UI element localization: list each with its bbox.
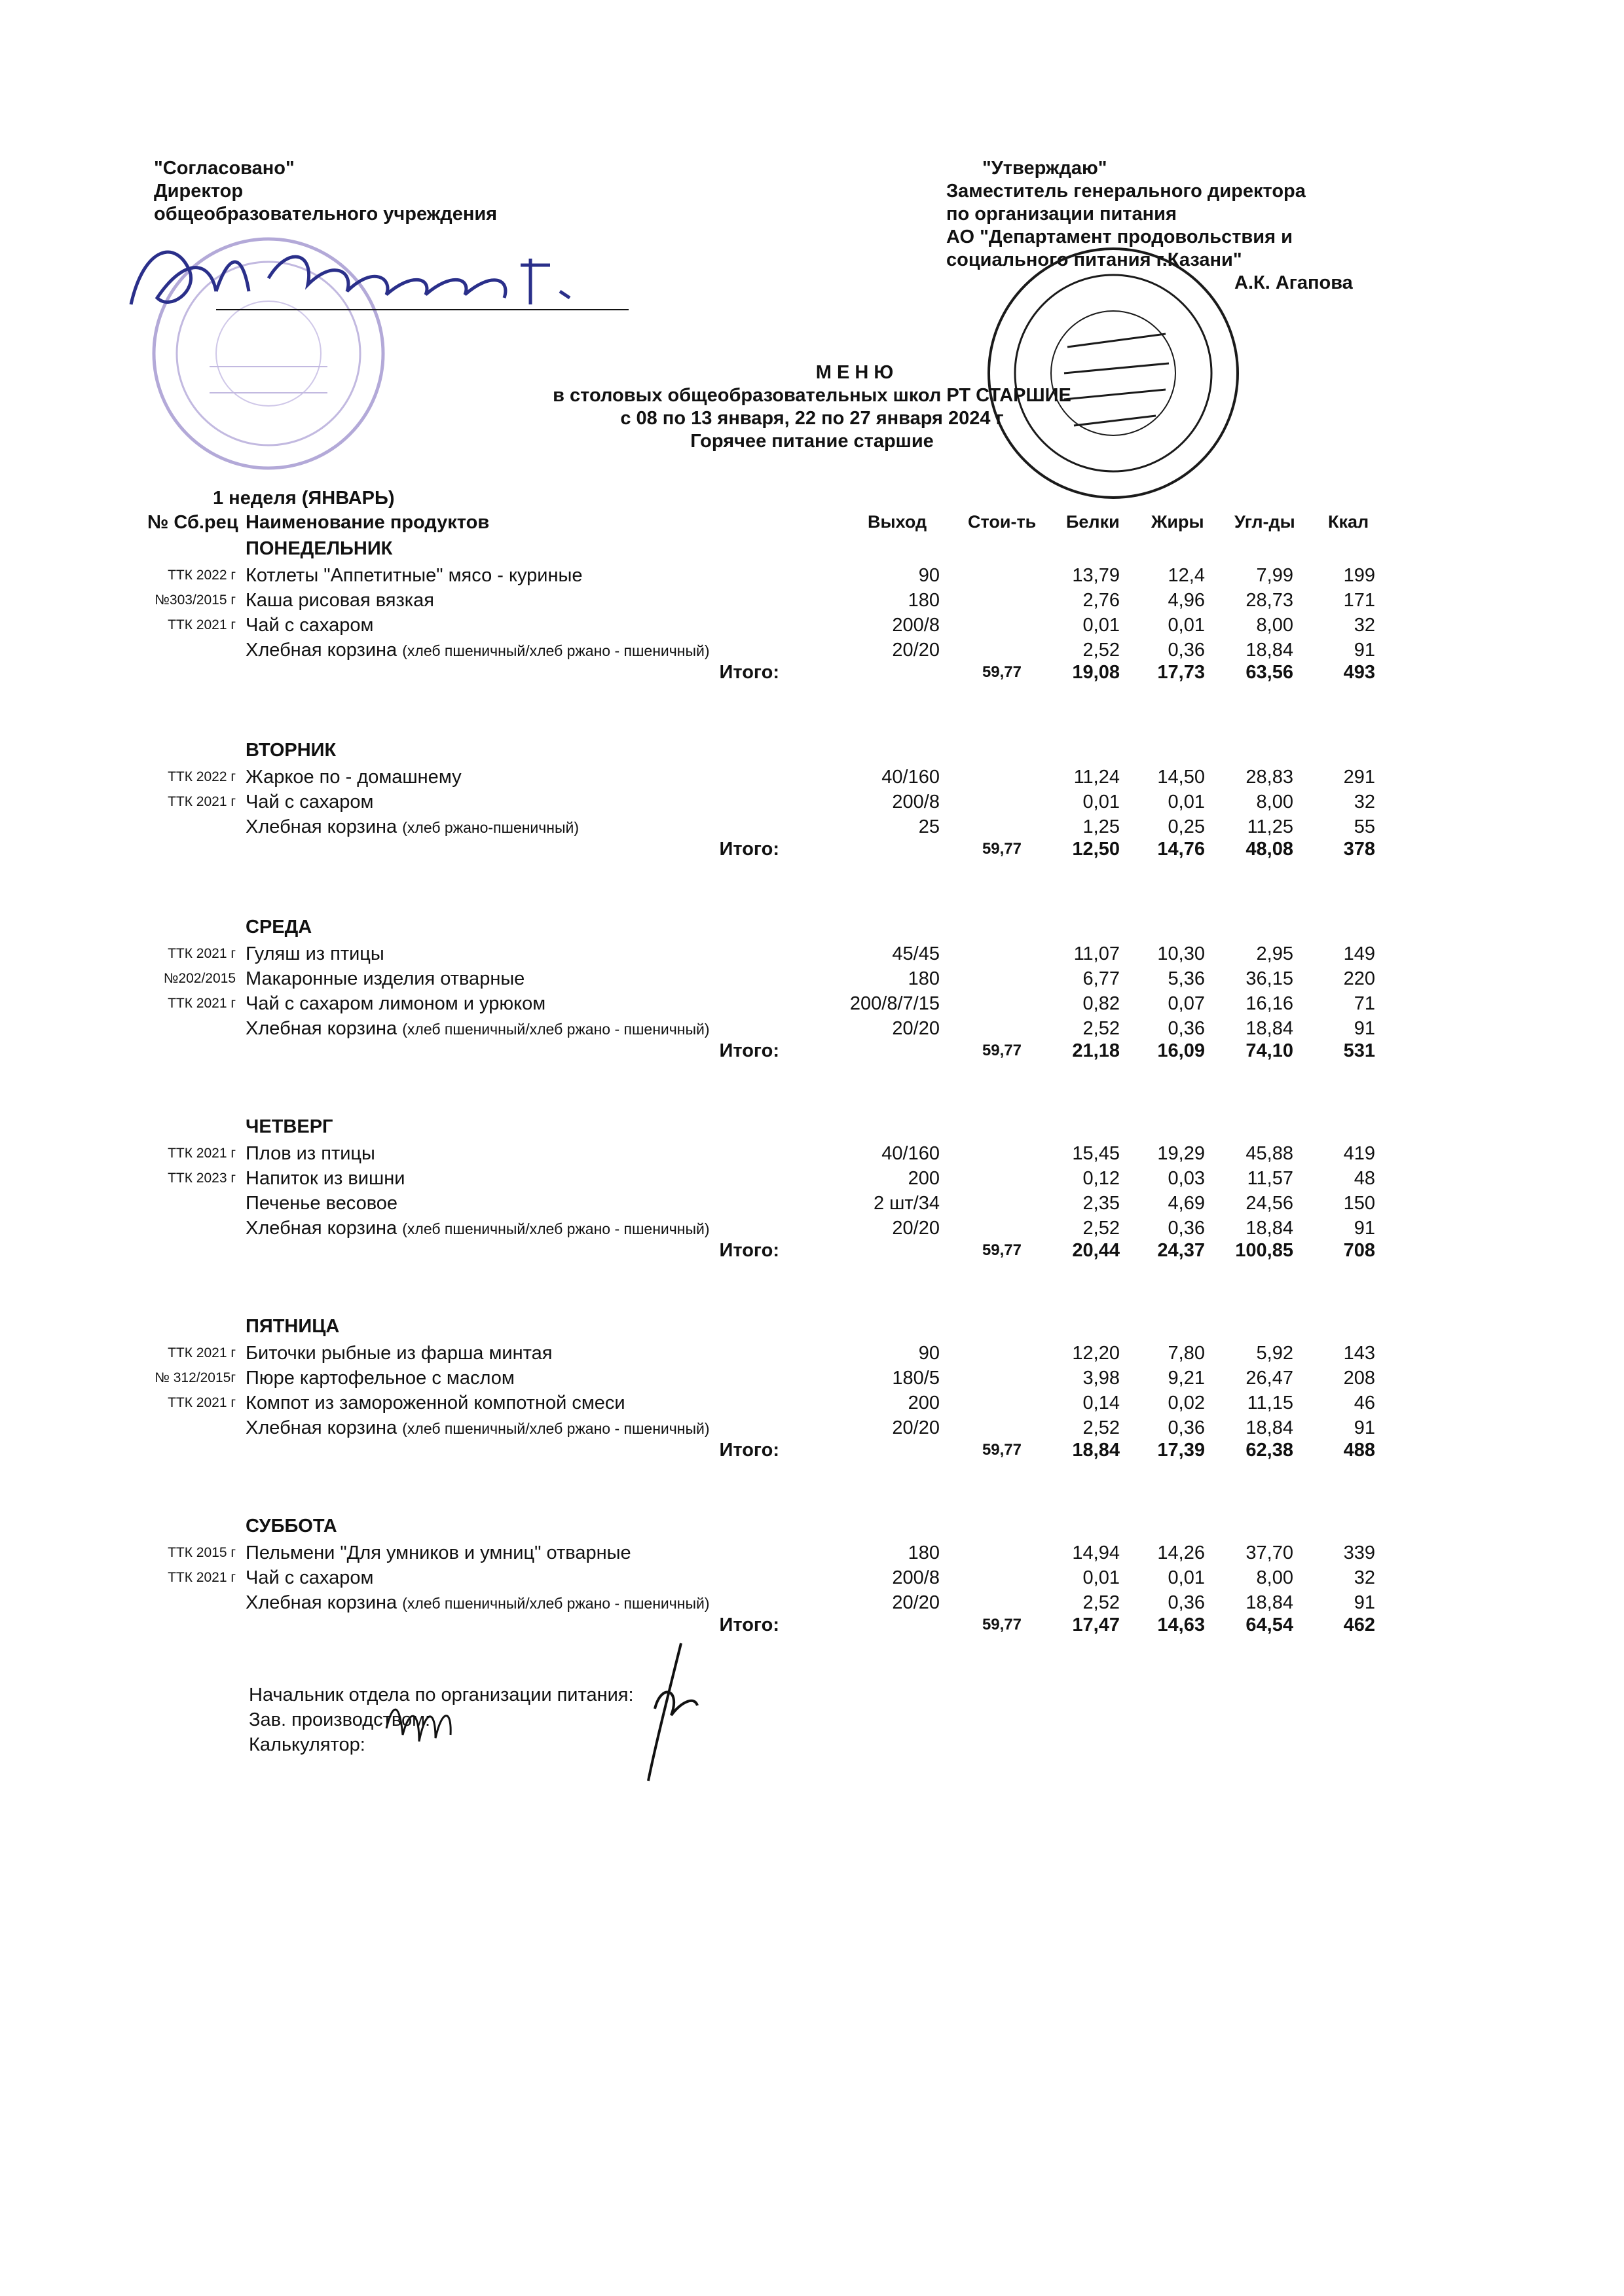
total-fat: 17,73 [1157,662,1205,683]
total-row [0,660,1624,685]
dish-title: Макаронные изделия отварные [246,968,525,989]
total-protein: 21,18 [1072,1040,1120,1061]
fat-value: 4,69 [1168,1193,1205,1214]
dish-title: Печенье весовое [246,1193,398,1214]
portion-out: 180 [908,590,940,611]
total-label: Итого: [719,662,779,683]
total-kcal: 488 [1343,1440,1375,1461]
table-row [0,1191,1624,1216]
dish-title: Плов из птицы [246,1143,375,1164]
dish-title: Гуляш из птицы [246,943,384,964]
protein-value: 0,01 [1082,792,1120,812]
fat-value: 0,01 [1168,615,1205,636]
recipe-code: ТТК 2021 г [168,1395,236,1410]
recipe-code: ТТК 2021 г [168,1146,236,1161]
recipe-code: ТТК 2021 г [168,946,236,961]
total-carb: 74,10 [1246,1040,1293,1061]
total-fat: 16,09 [1157,1040,1205,1061]
table-row [0,1016,1624,1041]
total-carb: 63,56 [1246,662,1293,683]
week-label: 1 неделя (ЯНВАРЬ) [213,488,395,509]
table-row [0,991,1624,1016]
agreed-label: "Согласовано" [154,158,295,179]
total-label: Итого: [719,1040,779,1061]
kcal-value: 91 [1354,1592,1375,1613]
portion-out: 180/5 [892,1368,940,1389]
portion-out: 20/20 [892,1218,940,1239]
kcal-value: 143 [1343,1343,1375,1364]
protein-value: 0,14 [1082,1393,1120,1413]
fat-value: 5,36 [1168,968,1205,989]
col-out: Выход [868,512,927,532]
kcal-value: 46 [1354,1393,1375,1413]
total-fat: 14,63 [1157,1614,1205,1635]
total-row [0,1438,1624,1463]
total-protein: 19,08 [1072,662,1120,683]
fat-value: 0,36 [1168,1218,1205,1239]
total-row [0,1038,1624,1063]
dish-note: (хлеб пшеничный/хлеб ржано - пшеничный) [402,1021,710,1038]
table-row [0,765,1624,790]
recipe-code: ТТК 2021 г [168,794,236,809]
portion-out: 40/160 [881,767,940,788]
dish-note: (хлеб пшеничный/хлеб ржано - пшеничный) [402,1220,710,1237]
table-row [0,966,1624,991]
fat-value: 0,36 [1168,1592,1205,1613]
dish-name [246,563,582,589]
total-row [0,1238,1624,1263]
carb-value: 18,84 [1246,1218,1293,1239]
calculator-label: Калькулятор: [249,1734,365,1755]
total-protein: 18,84 [1072,1440,1120,1461]
protein-value: 2,52 [1082,640,1120,661]
dish-title: Хлебная корзина [246,1018,403,1039]
total-label: Итого: [719,1240,779,1261]
total-kcal: 708 [1343,1240,1375,1261]
dish-title: Каша рисовая вязкая [246,590,434,611]
table-row [0,814,1624,839]
total-fat: 24,37 [1157,1240,1205,1261]
col-code: № Сб.рец [147,512,238,533]
recipe-code: ТТК 2021 г [168,1345,236,1360]
portion-out: 20/20 [892,1018,940,1039]
table-row [0,1141,1624,1166]
col-u: Угл-ды [1234,512,1295,532]
head-of-dept-label: Начальник отдела по организации питания: [249,1685,634,1705]
table-row [0,1166,1624,1191]
production-head-label: Зав. производством: [249,1709,431,1730]
total-fat: 17,39 [1157,1440,1205,1461]
carb-value: 45,88 [1246,1143,1293,1164]
carb-value: 37,70 [1246,1542,1293,1563]
portion-out: 180 [908,1542,940,1563]
portion-out: 90 [918,565,940,586]
protein-value: 2,52 [1082,1218,1120,1239]
dish-note: (хлеб пшеничный/хлеб ржано - пшеничный) [402,1420,710,1437]
table-row [0,1366,1624,1391]
carb-value: 28,73 [1246,590,1293,611]
institution-label: общеобразовательного учреждения [154,204,498,225]
dish-name [246,613,373,638]
portion-out: 40/160 [881,1143,940,1164]
menu-title-block [419,361,1205,453]
carb-value: 11,57 [1247,1168,1293,1189]
total-carb: 62,38 [1246,1440,1293,1461]
dish-name [246,991,545,1017]
table-row [0,1590,1624,1615]
dish-title: Хлебная корзина [246,1417,403,1438]
dish-title: Биточки рыбные из фарша минтая [246,1343,553,1364]
carb-value: 26,47 [1246,1368,1293,1389]
table-row [0,638,1624,663]
carb-value: 2,95 [1256,943,1293,964]
protein-value: 2,52 [1082,1592,1120,1613]
total-protein: 17,47 [1072,1614,1120,1635]
fat-value: 19,29 [1157,1143,1205,1164]
total-row [0,837,1624,862]
kcal-value: 220 [1343,968,1375,989]
total-label: Итого: [719,839,779,860]
carb-value: 5,92 [1256,1343,1293,1364]
protein-value: 0,01 [1082,1567,1120,1588]
carb-value: 18,84 [1246,1592,1293,1613]
dish-name [246,1366,515,1391]
fat-value: 10,30 [1157,943,1205,964]
kcal-value: 171 [1343,590,1375,611]
table-row [0,1391,1624,1415]
dish-title: Чай с сахаром лимоном и урюком [246,993,546,1014]
table-row [0,1565,1624,1590]
protein-value: 2,76 [1082,590,1120,611]
kcal-value: 339 [1343,1542,1375,1563]
dish-name [246,1341,552,1366]
recipe-code: ТТК 2021 г [168,617,236,632]
total-carb: 100,85 [1235,1240,1293,1261]
col-b: Белки [1066,512,1120,532]
recipe-code: №303/2015 г [155,592,236,608]
table-row [0,613,1624,638]
protein-value: 0,82 [1082,993,1120,1014]
kcal-value: 91 [1354,1018,1375,1039]
portion-out: 200 [908,1393,940,1413]
recipe-code: № 312/2015г [155,1370,236,1385]
portion-out: 200 [908,1168,940,1189]
carb-value: 18,84 [1246,1018,1293,1039]
carb-value: 8,00 [1256,792,1293,812]
carb-value: 18,84 [1246,640,1293,661]
day-title: ВТОРНИК [246,740,337,761]
kcal-value: 32 [1354,792,1375,812]
dish-name [246,1391,625,1416]
dish-title: Хлебная корзина [246,816,403,837]
director-signature [118,232,589,331]
portion-out: 25 [918,816,940,837]
fat-value: 0,03 [1168,1168,1205,1189]
fat-value: 0,36 [1168,640,1205,661]
kcal-value: 91 [1354,640,1375,661]
carb-value: 24,56 [1246,1193,1293,1214]
dish-title: Напиток из вишни [246,1168,405,1189]
total-cost: 59,77 [982,1042,1022,1059]
total-kcal: 378 [1343,839,1375,860]
fat-value: 4,96 [1168,590,1205,611]
dish-name [246,966,525,992]
recipe-code: ТТК 2022 г [168,568,236,583]
kcal-value: 71 [1354,993,1375,1014]
fat-value: 0,36 [1168,1417,1205,1438]
dish-title: Компот из замороженной компотной смеси [246,1393,625,1413]
total-protein: 12,50 [1072,839,1120,860]
total-cost: 59,77 [982,1441,1022,1459]
day-title: ЧЕТВЕРГ [246,1116,333,1137]
protein-value: 0,12 [1082,1168,1120,1189]
col-name: Наименование продуктов [246,512,490,533]
dish-name [246,765,462,790]
protein-value: 6,77 [1082,968,1120,989]
portion-out: 180 [908,968,940,989]
dish-name [246,1565,373,1591]
recipe-code: №202/2015 [163,971,236,986]
dish-name [246,1166,405,1192]
portion-out: 200/8/7/15 [849,993,940,1014]
table-row [0,941,1624,966]
col-k: Ккал [1328,512,1369,532]
footer-signature [373,1630,714,1800]
fat-value: 0,01 [1168,1567,1205,1588]
protein-value: 2,52 [1082,1417,1120,1438]
company-city-label: социального питания г.Казани" [946,249,1242,270]
kcal-value: 32 [1354,615,1375,636]
company-label: АО "Департамент продовольствия и [946,227,1293,247]
table-row [0,1540,1624,1565]
protein-value: 15,45 [1072,1143,1120,1164]
total-label: Итого: [719,1614,779,1635]
total-carb: 64,54 [1246,1614,1293,1635]
portion-out: 200/8 [892,1567,940,1588]
kcal-value: 291 [1343,767,1375,788]
carb-value: 11,25 [1247,816,1293,837]
total-fat: 14,76 [1157,839,1205,860]
fat-value: 0,07 [1168,993,1205,1014]
carb-value: 7,99 [1256,565,1293,586]
kcal-value: 32 [1354,1567,1375,1588]
day-title: СРЕДА [246,917,312,938]
kcal-value: 55 [1354,816,1375,837]
carb-value: 8,00 [1256,1567,1293,1588]
total-cost: 59,77 [982,1241,1022,1259]
total-kcal: 531 [1343,1040,1375,1061]
kcal-value: 149 [1343,943,1375,964]
table-row [0,1341,1624,1366]
dish-name [246,941,384,967]
dish-title: Чай с сахаром [246,615,374,636]
protein-value: 2,35 [1082,1193,1120,1214]
total-cost: 59,77 [982,840,1022,858]
recipe-code: ТТК 2015 г [168,1545,236,1560]
recipe-code: ТТК 2023 г [168,1171,236,1186]
dish-name [246,790,373,815]
dish-title: Жаркое по - домашнему [246,767,462,788]
kcal-value: 91 [1354,1417,1375,1438]
carb-value: 11,15 [1247,1393,1293,1413]
portion-out: 20/20 [892,640,940,661]
carb-value: 36,15 [1246,968,1293,989]
portion-out: 200/8 [892,792,940,812]
protein-value: 11,07 [1073,943,1120,964]
total-carb: 48,08 [1246,839,1293,860]
table-row [0,563,1624,588]
fat-value: 14,50 [1157,767,1205,788]
total-cost: 59,77 [982,1616,1022,1633]
menu-type: Горячее питание старшие [690,431,934,452]
dish-title: Чай с сахаром [246,1567,374,1588]
day-title: ПОНЕДЕЛЬНИК [246,538,393,559]
deputy-label: Заместитель генерального директора [946,181,1306,202]
day-title: СУББОТА [246,1516,337,1537]
recipe-code: ТТК 2021 г [168,996,236,1011]
col-cost: Стои-ть [968,512,1037,532]
protein-value: 1,25 [1082,816,1120,837]
dish-title: Хлебная корзина [246,1218,403,1239]
day-title: ПЯТНИЦА [246,1316,340,1337]
kcal-value: 208 [1343,1368,1375,1389]
fat-value: 0,36 [1168,1018,1205,1039]
table-row [0,588,1624,613]
protein-value: 0,01 [1082,615,1120,636]
carb-value: 28,83 [1246,767,1293,788]
carb-value: 8,00 [1256,615,1293,636]
total-row [0,1613,1624,1637]
total-protein: 20,44 [1072,1240,1120,1261]
dish-note: (хлеб пшеничный/хлеб ржано - пшеничный) [402,1595,710,1612]
portion-out: 200/8 [892,615,940,636]
kcal-value: 48 [1354,1168,1375,1189]
dish-title: Чай с сахаром [246,792,374,812]
department-label: по организации питания [946,204,1177,225]
total-cost: 59,77 [982,663,1022,681]
table-row [0,1415,1624,1440]
dish-name [246,1191,397,1216]
total-kcal: 493 [1343,662,1375,683]
dish-title: Хлебная корзина [246,640,403,661]
protein-value: 12,20 [1072,1343,1120,1364]
portion-out: 45/45 [892,943,940,964]
protein-value: 11,24 [1073,767,1120,788]
dish-name [246,1540,631,1566]
fat-value: 0,01 [1168,792,1205,812]
fat-value: 0,02 [1168,1393,1205,1413]
protein-value: 13,79 [1072,565,1120,586]
menu-subtitle: в столовых общеобразовательных школ РТ СТАРШИЕ [553,385,1071,406]
fat-value: 0,25 [1168,816,1205,837]
approve-label: "Утверждаю" [982,158,1107,179]
dish-note: (хлеб пшеничный/хлеб ржано - пшеничный) [402,642,710,659]
menu-dates: с 08 по 13 января, 22 по 27 января 2024 г [620,408,1004,429]
recipe-code: ТТК 2022 г [168,769,236,784]
total-kcal: 462 [1343,1614,1375,1635]
fat-value: 7,80 [1168,1343,1205,1364]
dish-note: (хлеб ржано-пшеничный) [402,819,580,836]
director-label: Директор [154,181,244,202]
portion-out: 90 [918,1343,940,1364]
menu-title: М Е Н Ю [815,362,894,383]
protein-value: 3,98 [1082,1368,1120,1389]
dish-name [246,588,434,613]
dish-title: Котлеты "Аппетитные" мясо - куриные [246,565,583,586]
protein-value: 2,52 [1082,1018,1120,1039]
portion-out: 20/20 [892,1417,940,1438]
table-row [0,790,1624,814]
approver-name: А.К. Агапова [1234,272,1353,293]
recipe-code: ТТК 2021 г [168,1570,236,1585]
col-f: Жиры [1151,512,1204,532]
dish-title: Пюре картофельное с маслом [246,1368,515,1389]
carb-value: 18,84 [1246,1417,1293,1438]
portion-out: 2 шт/34 [873,1193,940,1214]
kcal-value: 150 [1343,1193,1375,1214]
protein-value: 14,94 [1072,1542,1120,1563]
dish-title: Хлебная корзина [246,1592,403,1613]
portion-out: 20/20 [892,1592,940,1613]
dish-title: Пельмени "Для умников и умниц" отварные [246,1542,631,1563]
fat-value: 9,21 [1168,1368,1205,1389]
dish-name [246,1141,375,1167]
table-row [0,1216,1624,1241]
total-label: Итого: [719,1440,779,1461]
kcal-value: 91 [1354,1218,1375,1239]
fat-value: 12,4 [1168,565,1205,586]
kcal-value: 199 [1343,565,1375,586]
kcal-value: 419 [1343,1143,1375,1164]
carb-value: 16,16 [1246,993,1293,1014]
fat-value: 14,26 [1157,1542,1205,1563]
